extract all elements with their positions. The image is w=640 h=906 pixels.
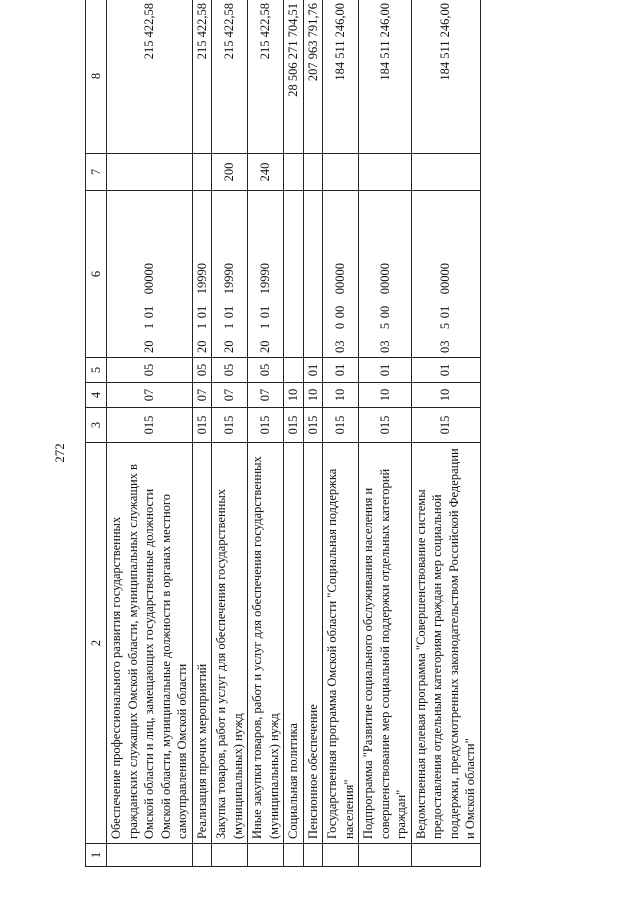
header-cell: 8	[86, 0, 107, 154]
pr-cell: 01	[303, 358, 323, 383]
name-cell: Социальная политика	[284, 443, 304, 844]
pr-cell: 05	[248, 358, 284, 383]
gr-cell: 015	[284, 408, 304, 443]
gr-cell: 015	[359, 408, 412, 443]
cs-cell	[303, 191, 323, 358]
cs-part: 00000	[438, 263, 453, 295]
cs-part: 19990	[258, 263, 273, 295]
vr-cell	[284, 154, 304, 191]
vr-cell	[107, 154, 193, 191]
pr-cell: 01	[411, 358, 480, 383]
budget-table	[85, 0, 481, 867]
sum-cell: 207 963 791,76	[303, 0, 323, 154]
table-row	[212, 0, 248, 867]
gr-cell: 015	[212, 408, 248, 443]
rz-cell: 07	[248, 383, 284, 408]
row-number-cell	[212, 844, 248, 867]
row-number-cell	[107, 844, 193, 867]
cs-part: 01	[142, 305, 156, 319]
cs-cell	[359, 191, 412, 358]
cs-part: 5	[438, 322, 453, 330]
cs-part: 20	[222, 340, 237, 353]
sum-cell: 215 422,58	[248, 0, 284, 154]
sum-cell: 184 511 246,00	[411, 0, 480, 154]
rz-cell: 10	[284, 383, 304, 408]
vr-cell: 200	[212, 154, 248, 191]
row-number-cell	[323, 844, 359, 867]
vr-cell	[323, 154, 359, 191]
gr-cell: 015	[192, 408, 212, 443]
row-number-cell	[303, 844, 323, 867]
sum-cell: 28 506 271 704,51	[284, 0, 304, 154]
header-cell: 2	[86, 443, 107, 844]
vr-cell	[192, 154, 212, 191]
cs-part: 03	[377, 340, 392, 353]
name-cell: Реализация прочих мероприятий	[192, 443, 212, 844]
sum-cell: 215 422,58	[192, 0, 212, 154]
table-row	[248, 0, 284, 867]
rotated-page	[85, 3, 625, 867]
rz-cell: 07	[107, 383, 193, 408]
row-number-cell	[192, 844, 212, 867]
cs-part: 5	[377, 322, 392, 330]
row-number-cell	[359, 844, 412, 867]
gr-cell: 015	[323, 408, 359, 443]
page-number: 272	[52, 443, 67, 463]
table-row	[411, 0, 480, 867]
vr-cell	[303, 154, 323, 191]
table-row	[192, 0, 212, 867]
pr-cell: 01	[359, 358, 412, 383]
table-row	[284, 0, 304, 867]
name-cell: Закупка товаров, работ и услуг для обеспечения государственных (муниципальных) нужд	[212, 443, 248, 844]
cs-cell	[284, 191, 304, 358]
gr-cell: 015	[303, 408, 323, 443]
pr-cell: 01	[323, 358, 359, 383]
row-number-cell	[284, 844, 304, 867]
name-cell: Государственная программа Омской области "Социальная поддержка населения"	[323, 443, 359, 844]
sum-cell: 184 511 246,00	[323, 0, 359, 154]
cs-part: 1	[194, 322, 209, 330]
cs-cell	[192, 191, 212, 358]
rz-cell: 07	[192, 383, 212, 408]
rz-cell: 10	[359, 383, 412, 408]
cs-part: 00	[333, 305, 348, 319]
pr-cell: 05	[212, 358, 248, 383]
cs-part: 20	[258, 340, 273, 353]
sum-cell: 215 422,58	[212, 0, 248, 154]
rz-cell: 10	[411, 383, 480, 408]
header-row	[86, 0, 107, 867]
header-cell: 7	[86, 154, 107, 191]
vr-cell: 240	[248, 154, 284, 191]
cs-part: 03	[333, 340, 348, 353]
cs-part: 01	[438, 305, 453, 319]
cs-part: 00000	[142, 263, 156, 295]
cs-cell	[212, 191, 248, 358]
header-cell: 1	[86, 844, 107, 867]
name-cell: Ведомственная целевая программа "Совершенствование системы предоставления отдельным категориям граждан мер социальной поддержки, предусмотренных законодательством Российской Федерации и Омской области"	[411, 443, 480, 844]
table-row	[359, 0, 412, 867]
table-row	[323, 0, 359, 867]
table-row	[303, 0, 323, 867]
cs-part: 01	[222, 305, 237, 319]
row-number-cell	[248, 844, 284, 867]
cs-part: 0	[333, 322, 348, 330]
cs-part: 00000	[333, 263, 348, 295]
name-cell: Пенсионное обеспечение	[303, 443, 323, 844]
sum-cell: 215 422,58	[107, 0, 193, 154]
cs-part: 19990	[194, 263, 209, 295]
cs-cell	[107, 191, 193, 358]
table-row	[107, 0, 193, 867]
pr-cell: 05	[107, 358, 193, 383]
cs-cell	[248, 191, 284, 358]
header-cell: 5	[86, 358, 107, 383]
cs-part: 1	[142, 322, 156, 330]
header-cell: 6	[86, 191, 107, 358]
cs-part: 19990	[222, 263, 237, 295]
header-cell: 3	[86, 408, 107, 443]
rz-cell: 10	[303, 383, 323, 408]
cs-part: 00000	[377, 263, 392, 295]
cs-part: 03	[438, 340, 453, 353]
gr-cell: 015	[107, 408, 193, 443]
gr-cell: 015	[248, 408, 284, 443]
cs-part: 1	[222, 322, 237, 330]
pr-cell: 05	[192, 358, 212, 383]
row-number-cell	[411, 844, 480, 867]
cs-cell	[411, 191, 480, 358]
cs-cell	[323, 191, 359, 358]
name-cell: Обеспечение профессионального развития государственных гражданских служащих Омской области, муниципальных служащих в Омской области и лиц, замещающих государственные должности Омской области, муниципальные должности в органах местного самоуправления Омской области	[107, 443, 193, 844]
cs-part: 00	[377, 305, 392, 319]
cs-part: 01	[194, 305, 209, 319]
name-cell: Подпрограмма "Развитие социального обслуживания населения и совершенствование мер социальной поддержки отдельных категорий граждан"	[359, 443, 412, 844]
cs-part: 20	[142, 340, 156, 353]
pr-cell	[284, 358, 304, 383]
cs-part: 1	[258, 322, 273, 330]
cs-part: 01	[258, 305, 273, 319]
vr-cell	[411, 154, 480, 191]
name-cell: Иные закупки товаров, работ и услуг для обеспечения государственных (муниципальных) нужд	[248, 443, 284, 844]
header-cell: 4	[86, 383, 107, 408]
vr-cell	[359, 154, 412, 191]
rz-cell: 07	[212, 383, 248, 408]
cs-part: 20	[194, 340, 209, 353]
gr-cell: 015	[411, 408, 480, 443]
sum-cell: 184 511 246,00	[359, 0, 412, 154]
rz-cell: 10	[323, 383, 359, 408]
